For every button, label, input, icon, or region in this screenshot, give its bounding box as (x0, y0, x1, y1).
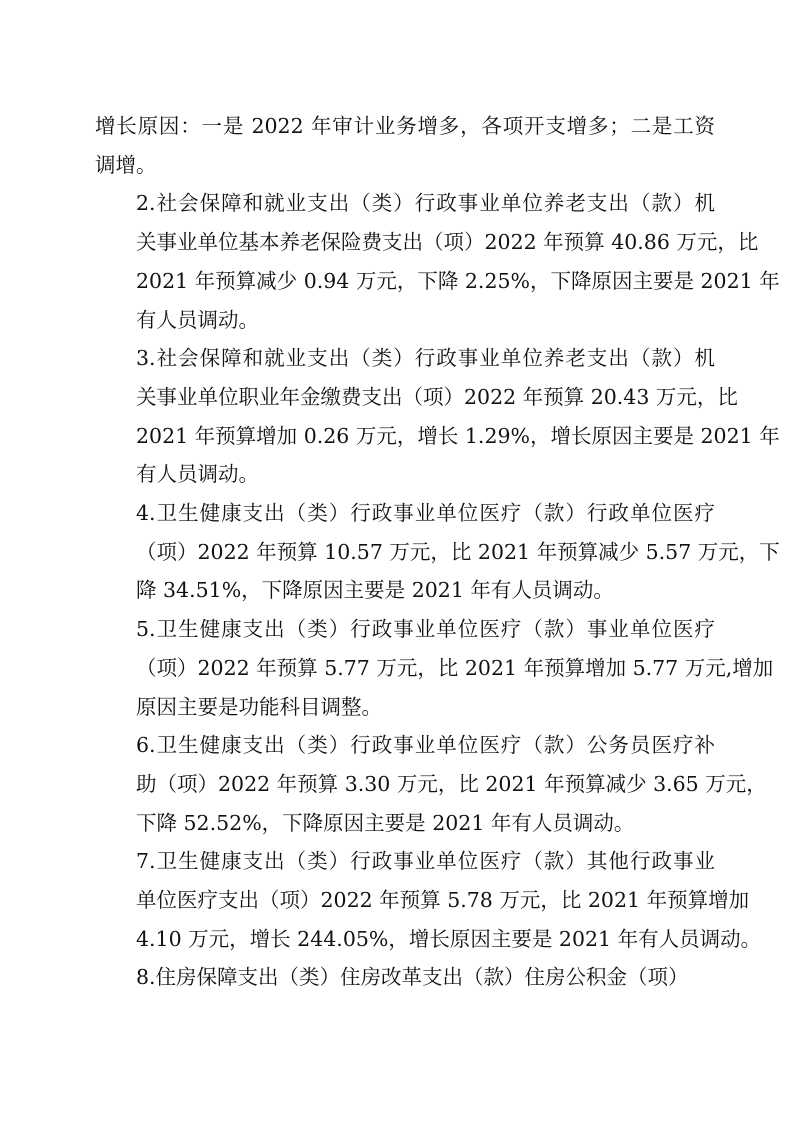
text-line: 3.社会保障和就业支出（类）行政事业单位养老支出（款）机 (136, 346, 715, 371)
paragraph-item-7 (95, 842, 762, 958)
text-line: 4.卫生健康支出（类）行政事业单位医疗（款）行政单位医疗 (136, 501, 715, 526)
text-line: 7.卫生健康支出（类）行政事业单位医疗（款）其他行政事业 (136, 849, 715, 874)
paragraph-item-2 (95, 184, 780, 339)
text-line: 降 34.51%，下降原因主要是 2021 年有人员调动。 (136, 578, 614, 603)
text-line: 助（项）2022 年预算 3.30 万元，比 2021 年预算减少 3.65 万元， (136, 771, 767, 796)
paragraph-item-3 (95, 339, 780, 494)
text-line: 2.社会保障和就业支出（类）行政事业单位养老支出（款）机 (136, 191, 715, 216)
text-line: 增长原因：一是 2022 年审计业务增多，各项开支增多；二是工资 (95, 114, 715, 138)
text-line: 单位医疗支出（项）2022 年预算 5.78 万元，比 2021 年预算增加 (136, 888, 750, 913)
paragraph-increase-reasons (95, 107, 715, 184)
text-line: 关事业单位职业年金缴费支出（项）2022 年预算 20.43 万元，比 (136, 384, 738, 409)
paragraph-item-6 (95, 726, 767, 842)
text-line: 关事业单位基本养老保险费支出（项）2022 年预算 40.86 万元，比 (136, 230, 759, 255)
text-line: （项）2022 年预算 10.57 万元，比 2021 年预算减少 5.57 万元，下 (136, 539, 780, 564)
text-line: 有人员调动。 (136, 462, 259, 487)
text-line: 6.卫生健康支出（类）行政事业单位医疗（款）公务员医疗补 (136, 733, 715, 758)
paragraph-item-8 (95, 958, 715, 997)
text-line: 4.10 万元，增长 244.05%，增长原因主要是 2021 年有人员调动。 (136, 926, 762, 951)
text-line: 8.住房保障支出（类）住房改革支出（款）住房公积金（项） (136, 965, 689, 990)
paragraph-item-4 (95, 494, 780, 610)
paragraph-item-5 (95, 610, 774, 726)
text-line: 调增。 (95, 152, 157, 177)
text-line: 5.卫生健康支出（类）行政事业单位医疗（款）事业单位医疗 (136, 617, 715, 642)
text-line: 下降 52.52%，下降原因主要是 2021 年有人员调动。 (136, 810, 635, 835)
text-line: 2021 年预算减少 0.94 万元，下降 2.25%，下降原因主要是 2021 年 (136, 268, 780, 293)
text-line: 有人员调动。 (136, 307, 259, 332)
text-line: 2021 年预算增加 0.26 万元，增长 1.29%，增长原因主要是 2021 年 (136, 423, 780, 448)
text-line: 原因主要是功能科目调整。 (136, 694, 382, 719)
text-line: （项）2022 年预算 5.77 万元，比 2021 年预算增加 5.77 万元,增加 (136, 655, 774, 680)
document-body (95, 107, 780, 997)
